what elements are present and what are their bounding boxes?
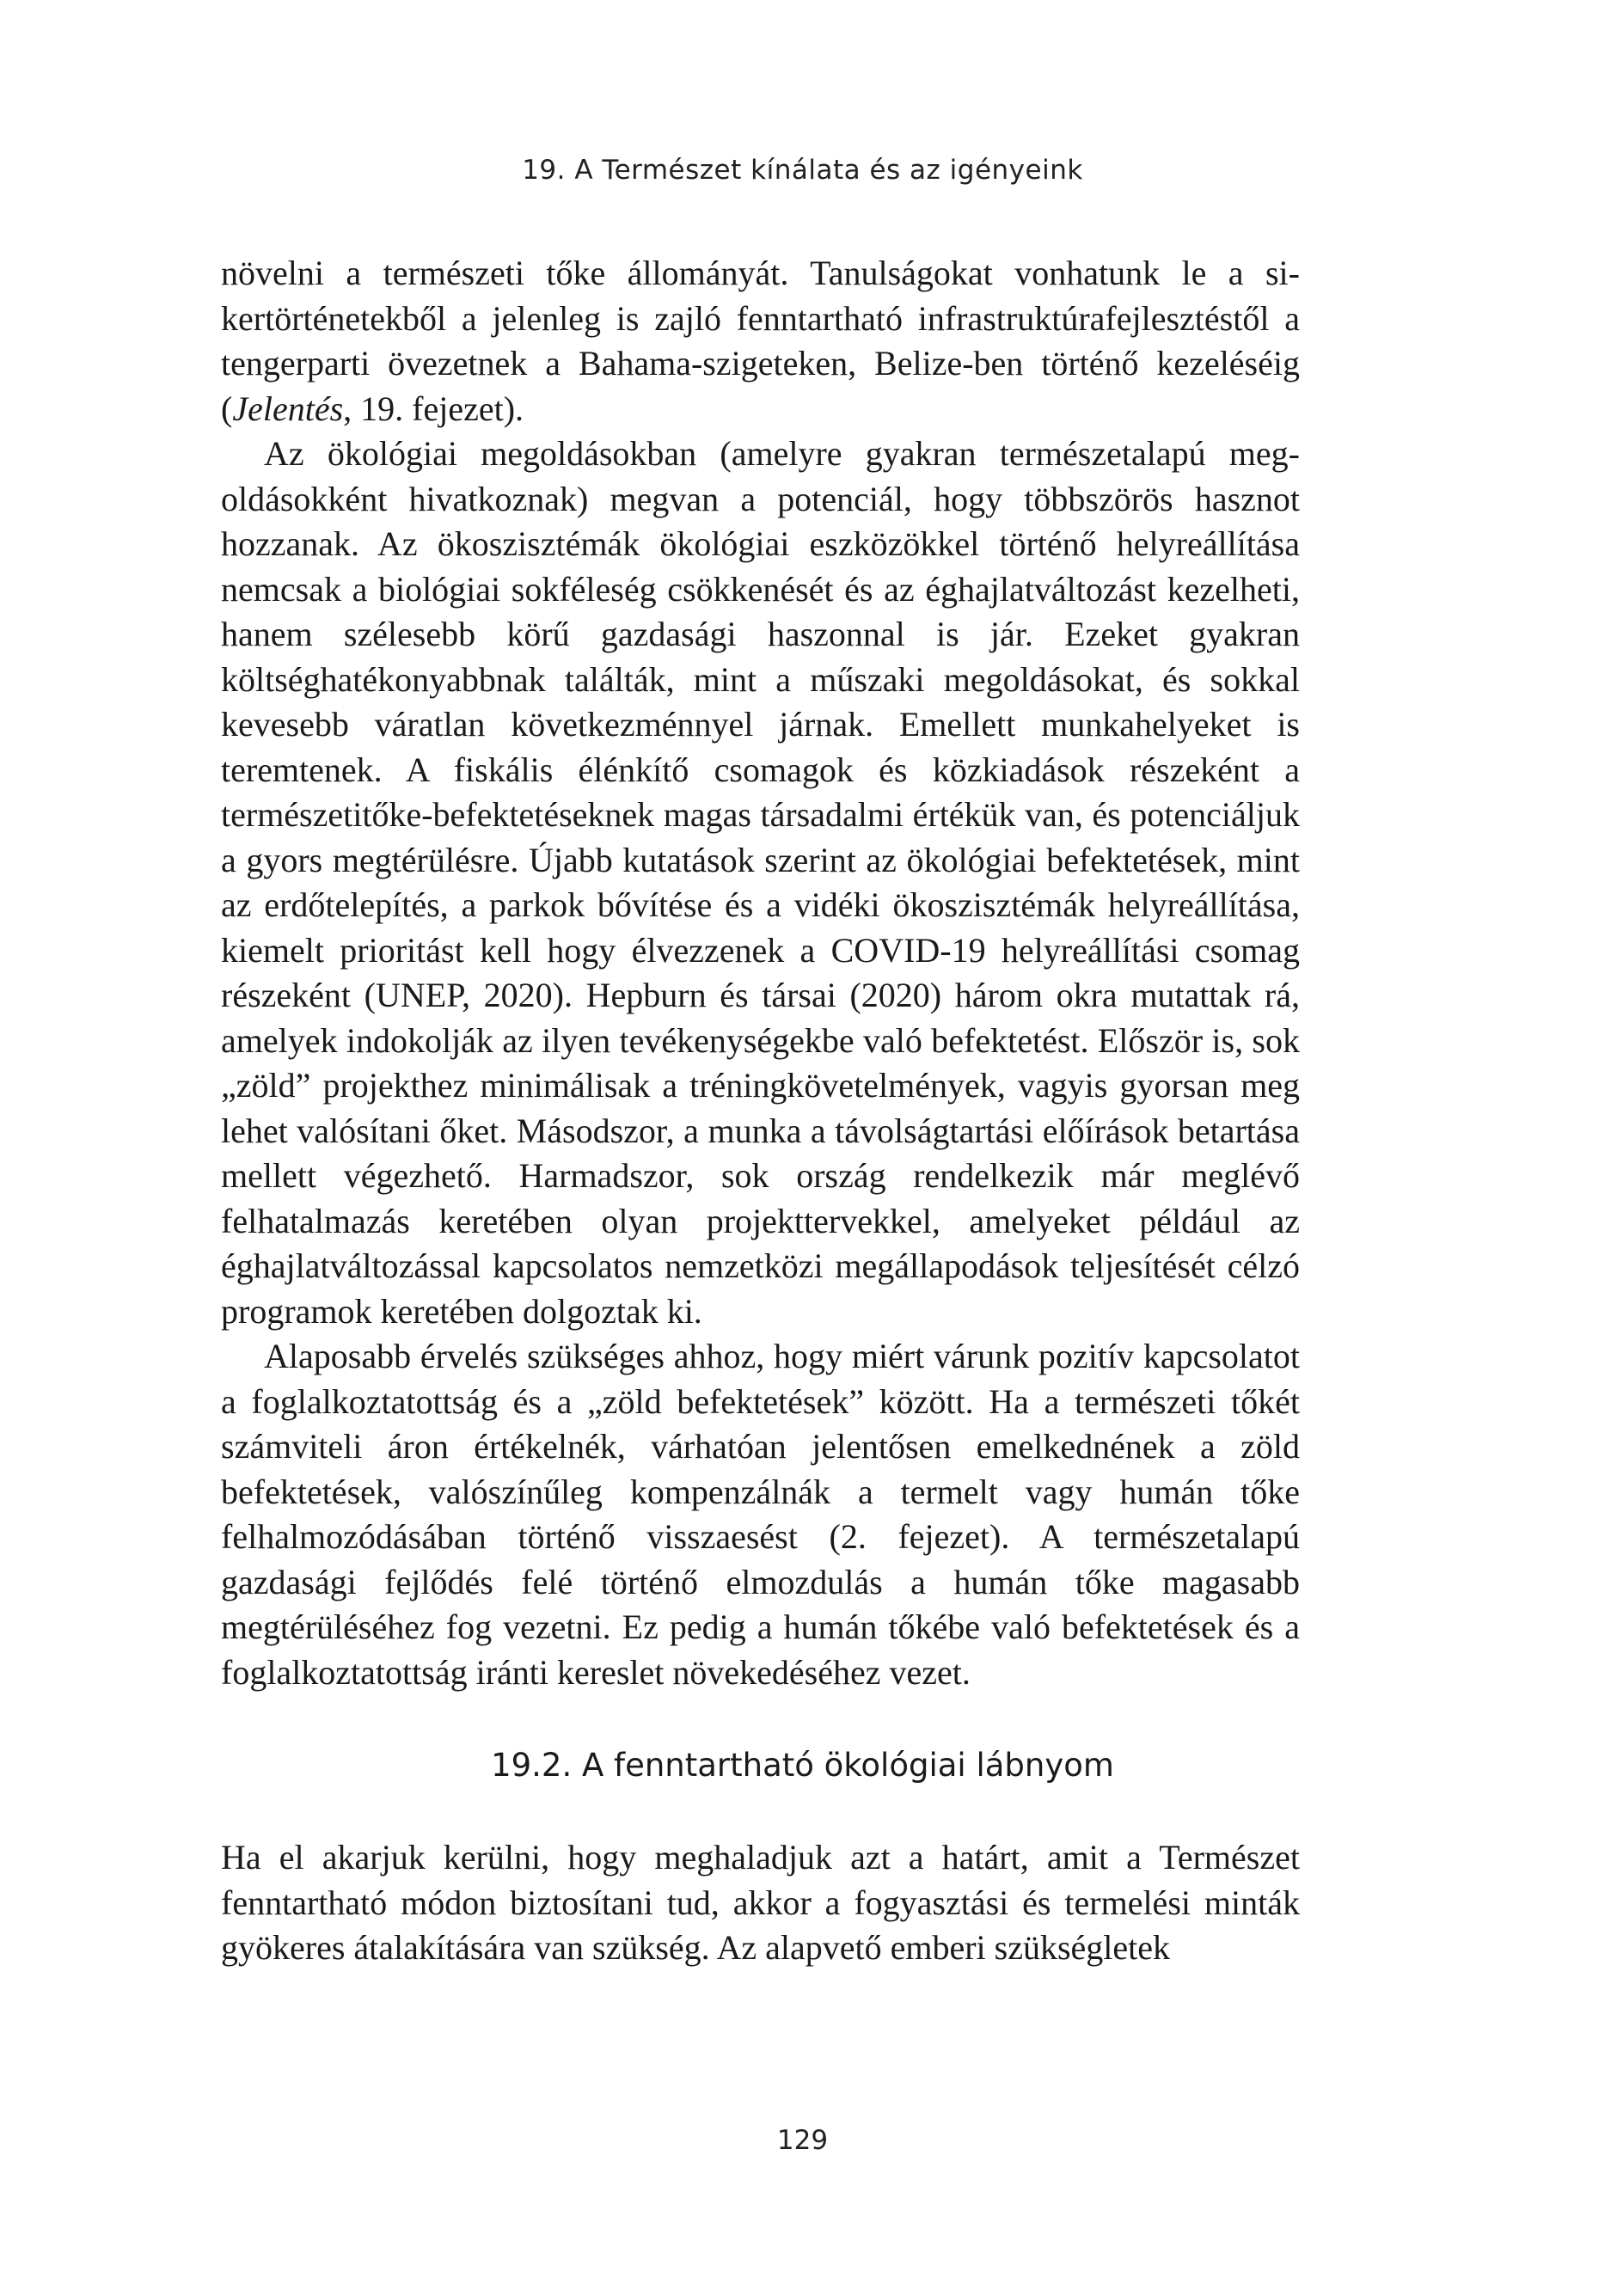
section-text-block xyxy=(221,1835,1300,1971)
paragraph: Az ökológiai megoldásokban (amelyre gyakran természetalapú megoldásokként hivatkoznak) megvan a potenciál, hogy többszörös hasznot hozzanak. Az ökoszisztémák ökológiai eszközökkel történő helyreállítása nemcsak a biológiai sokféleség csökkenését és az éghajlatváltozást kezelheti, hanem szélesebb körű gazdasági haszonnal is jár. Ezeket gyakran költséghatékonyabbnak találták, mint a műszaki megoldásokat, és sokkal kevesebb váratlan következménnyel járnak. Emellett munkahelyeket is teremtenek. A fiskális élénkítő csomagok és közkiadások részeként a természetitőke-befektetéseknek magas társadalmi értékük van, és potenciáljuk a gyors megtérülésre. Újabb kutatások szerint az ökológiai befektetések, mint az erdőtelepítés, a parkok bővítése és a vidéki ökoszisztémák helyreállítása, kiemelt prioritást kell hogy élvezzenek a COVID-19 helyreállítási csomag részeként (UNEP, 2020). Hepburn és társai (2020) három okra mutattak rá, amelyek indokolják az ilyen tevékenységekbe való befektetést. Először is, sok „zöld” projekthez minimálisak a tréningkövetelmények, vagyis gyorsan meg lehet valósítani őket. Másodszor, a munka a távolságtartási előírások betartása mellett végezhető. Harmadszor, sok ország rendelkezik már meglévő felhatalmazás keretében olyan projekttervekkel, amelyeket például az éghajlatváltozással kapcsolatos nemzetközi megállapodások teljesítését célzó programok keretében dolgoztak ki. xyxy=(221,434,1300,1331)
page-number: 129 xyxy=(776,2125,829,2156)
section-heading: 19.2. A fenntartható ökológiai lábnyom xyxy=(491,1747,1114,1784)
paragraph-text: , 19. fejezet). xyxy=(343,389,524,428)
paragraph: Alaposabb érvelés szükséges ahhoz, hogy miért várunk pozitív kapcsolatot a foglalkoztatottság és a „zöld befektetések” között. Ha a természeti tőkét számviteli áron értékelnék, várhatóan jelentősen emelkednének a zöld befektetések, valószínűleg kompenzálnák a termelt vagy humán tőke felhalmozódásában történő visszaesést (2. fejezet). A természetalapú gazdasági fejlődés felé történő elmozdulás a humán tőke magasabb megtérüléséhez fog vezetni. Ez pedig a humán tőkébe való befektetések és a foglalkoztatottság iránti kereslet növekedéséhez vezet. xyxy=(221,1337,1300,1692)
italic-reference: Jelentés xyxy=(232,389,344,428)
main-text-block xyxy=(221,251,1300,1695)
running-head: 19. A Természet kínálata és az igényeink xyxy=(522,155,1083,186)
paragraph: Ha el akarjuk kerülni, hogy meghaladjuk azt a határt, amit a Természet fenntartható módon biztosítani tud, akkor a fogyasztási és termelési minták gyökeres átalakítására van szükség. Az alapvető emberi szükségletek xyxy=(221,1838,1300,1967)
paragraph-continuation xyxy=(221,251,1300,432)
paragraph-text: növelni a természeti tőke állományát. Tanulságokat vonhatunk le a sikertörténetekből a jelenleg is zajló fenntartható infrastruktúrafejlesztéstől a tengerparti övezetnek a Bahama-szigeteken, Belize-ben történő kezeléséig ( xyxy=(221,254,1300,428)
